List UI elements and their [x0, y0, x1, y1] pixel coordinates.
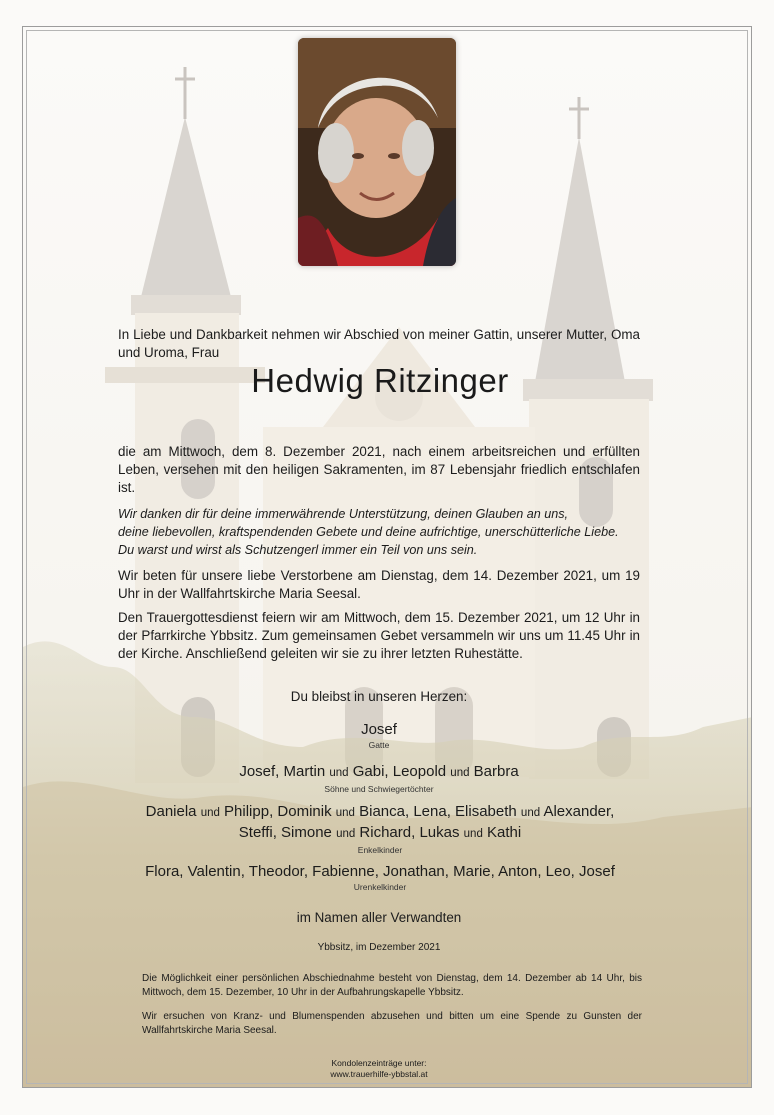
and-word: und [200, 807, 220, 819]
grandchild-name: Richard, Lukas [359, 824, 460, 841]
sons-name: Barbra [473, 763, 519, 780]
grandchild-name: Steffi, Simone [238, 824, 332, 841]
husband-role: Gatte [368, 740, 390, 750]
relatives-text: im Namen aller Verwandten [296, 910, 462, 925]
sons-name: Josef, Martin [239, 763, 326, 780]
husband-block [118, 720, 640, 751]
and-word: und [520, 807, 541, 819]
condolence-block [118, 1058, 640, 1080]
and-word: und [463, 828, 483, 840]
place-date: Ybbsitz, im Dezember 2021 [317, 942, 441, 953]
prayer-text: Wir beten für unsere liebe Verstorbene am Dienstag, dem 14. Dezember 2021, um 19 Uhr in der Wallfahrtskirche Maria Seesal. [118, 568, 640, 601]
grandchild-name: Bianca, Lena, Elisabeth [359, 803, 517, 820]
sons-block [118, 762, 640, 795]
and-word: und [335, 807, 355, 819]
farewell-text: Die Möglichkeit einer persönlichen Abschiednahme besteht von Dienstag, dem 14. Dezember ab 14 Uhr, bis Mittwoch, dem 15. Dezember, 10 Uhr in der Aufbahrungskapelle Ybbsitz. [142, 973, 642, 998]
thanks-line: deine liebevollen, kraftspendenden Gebete und deine aufrichtige, unerschütterliche Liebe. [118, 525, 619, 539]
sons-names [118, 762, 640, 783]
grandchild-name: Daniela [145, 803, 197, 820]
thanks-line: Wir danken dir für deine immerwährende Unterstützung, deinen Glauben an uns, [118, 507, 569, 521]
grandchildren-role: Enkelkinder [357, 845, 403, 855]
deceased-name: Hedwig Ritzinger [251, 362, 509, 399]
portrait-photo [298, 38, 456, 266]
grandchildren-line [100, 802, 660, 823]
great-grandchildren-role: Urenkelkinder [353, 882, 407, 892]
and-word: und [329, 767, 349, 779]
and-word: und [336, 828, 356, 840]
sons-role: Söhne und Schwiegertöchter [324, 784, 434, 794]
grandchild-name: Kathi [487, 824, 522, 841]
and-word: und [450, 767, 470, 779]
service-text: Den Trauergottesdienst feiern wir am Mittwoch, dem 15. Dezember 2021, um 12 Uhr in der Pfarrkirche Ybbsitz. Zum gemeinsamen Gebet versammeln wir uns um 11.45 Uhr in der Kirche. Anschließend geleiten wir sie zu ihrer letzten Ruhestätte. [118, 610, 640, 661]
grandchild-name: Philipp, Dominik [224, 803, 332, 820]
grandchild-name: Alexander, [543, 803, 615, 820]
remain-text: Du bleibst in unseren Herzen: [290, 689, 468, 704]
intro-text: In Liebe und Dankbarkeit nehmen wir Abschied von meiner Gattin, unserer Mutter, Oma und Uroma, Frau [118, 327, 640, 360]
great-grandchildren-names: Flora, Valentin, Theodor, Fabienne, Jonathan, Marie, Anton, Leo, Josef [145, 863, 615, 880]
donation-text: Wir ersuchen von Kranz- und Blumenspenden abzusehen und bitten um eine Spende zu Gunsten der Wallfahrtskirche Maria Seesal. [142, 1011, 642, 1036]
grandchildren-line [100, 823, 660, 844]
thanks-text [118, 505, 640, 559]
grandchildren-block [100, 802, 660, 856]
great-grandchildren-block [100, 862, 660, 893]
husband-name: Josef [361, 721, 397, 738]
sons-name: Gabi, Leopold [352, 763, 447, 780]
death-announcement: die am Mittwoch, dem 8. Dezember 2021, nach einem arbeitsreichen und erfüllten Leben, versehen mit den heiligen Sakramenten, im 87 Lebensjahr friedlich entschlafen ist. [118, 444, 640, 495]
condolence-label: Kondolenzeinträge unter: [331, 1058, 427, 1068]
condolence-url[interactable]: www.trauerhilfe-ybbstal.at [330, 1069, 428, 1079]
thanks-line: Du warst und wirst als Schutzengerl immer ein Teil von uns sein. [118, 543, 478, 557]
